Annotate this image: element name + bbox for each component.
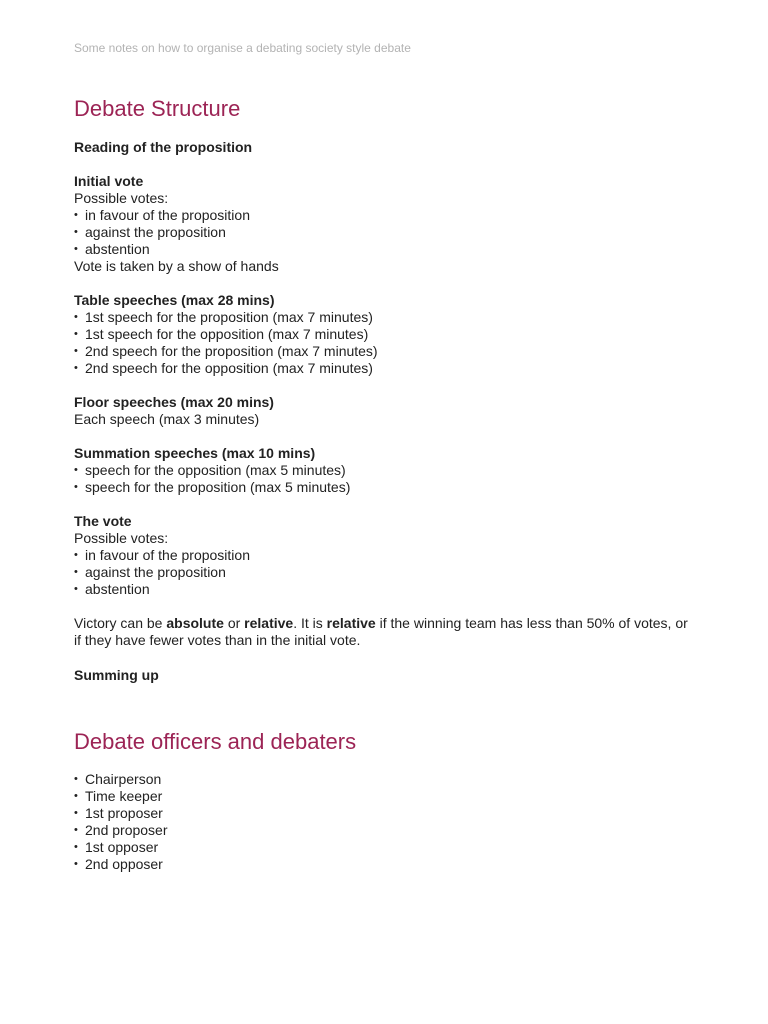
bullet-icon: • (74, 807, 78, 819)
initial-vote-intro: Possible votes: (74, 190, 169, 206)
bullet-icon: • (74, 566, 78, 578)
list-item: • Time keeper (74, 788, 163, 804)
bullet-icon: • (74, 790, 78, 802)
subheading-the-vote: The vote (74, 513, 132, 529)
floor-speeches-section (74, 394, 714, 428)
bullet-icon: • (74, 243, 78, 255)
bullet-icon: • (74, 583, 78, 595)
initial-vote-list (74, 207, 714, 258)
bullet-icon: • (74, 464, 78, 476)
floor-speeches-note: Each speech (max 3 minutes) (74, 411, 260, 427)
reading-section (74, 139, 714, 156)
list-item: • Chairperson (74, 771, 162, 787)
subheading-floor-speeches: Floor speeches (max 20 mins) (74, 394, 274, 410)
bullet-icon: • (74, 311, 78, 323)
bullet-icon: • (74, 481, 78, 493)
bullet-icon: • (74, 858, 78, 870)
table-speeches-section (74, 292, 714, 377)
section-heading-officers: Debate officers and debaters (74, 729, 357, 754)
list-item: • speech for the proposition (max 5 minutes) (74, 479, 351, 495)
bullet-icon: • (74, 824, 78, 836)
the-vote-intro: Possible votes: (74, 530, 169, 546)
initial-vote-section (74, 173, 714, 275)
bullet-icon: • (74, 209, 78, 221)
bullet-icon: • (74, 362, 78, 374)
subheading-table-speeches: Table speeches (max 28 mins) (74, 292, 275, 308)
section-heading-debate-structure: Debate Structure (74, 96, 241, 121)
list-item: • 1st speech for the proposition (max 7 minutes) (74, 309, 373, 325)
list-item: • 2nd speech for the proposition (max 7 minutes) (74, 343, 378, 359)
list-item: • 2nd proposer (74, 822, 168, 838)
officers-list (74, 771, 714, 873)
table-speeches-list (74, 309, 714, 377)
bullet-icon: • (74, 226, 78, 238)
list-item: • 1st opposer (74, 839, 159, 855)
summing-up-section (74, 667, 714, 684)
list-item: • 2nd opposer (74, 856, 163, 872)
officers-section (74, 771, 714, 873)
list-item: • 2nd speech for the opposition (max 7 minutes) (74, 360, 373, 376)
list-item: • against the proposition (74, 224, 226, 240)
running-header: Some notes on how to organise a debating society style debate (74, 41, 411, 55)
list-item: • abstention (74, 581, 150, 597)
summation-list (74, 462, 714, 496)
list-item: • abstention (74, 241, 150, 257)
list-item: • 1st speech for the opposition (max 7 minutes) (74, 326, 369, 342)
summation-section (74, 445, 714, 496)
bullet-icon: • (74, 773, 78, 785)
victory-paragraph: Victory can be absolute or relative. It is relative if the winning team has less than 50% of votes, or if they have fewer votes than in the initial vote. (74, 615, 688, 648)
list-item: • in favour of the proposition (74, 547, 250, 563)
subheading-summing-up: Summing up (74, 667, 159, 683)
list-item: • in favour of the proposition (74, 207, 250, 223)
list-item: • speech for the opposition (max 5 minutes) (74, 462, 346, 478)
bullet-icon: • (74, 841, 78, 853)
victory-section (74, 615, 714, 649)
the-vote-list (74, 547, 714, 598)
list-item: • against the proposition (74, 564, 226, 580)
subheading-reading: Reading of the proposition (74, 139, 253, 155)
bullet-icon: • (74, 328, 78, 340)
bullet-icon: • (74, 345, 78, 357)
subheading-summation: Summation speeches (max 10 mins) (74, 445, 316, 461)
subheading-initial-vote: Initial vote (74, 173, 144, 189)
initial-vote-note: Vote is taken by a show of hands (74, 258, 279, 274)
list-item: • 1st proposer (74, 805, 163, 821)
bullet-icon: • (74, 549, 78, 561)
the-vote-section (74, 513, 714, 598)
